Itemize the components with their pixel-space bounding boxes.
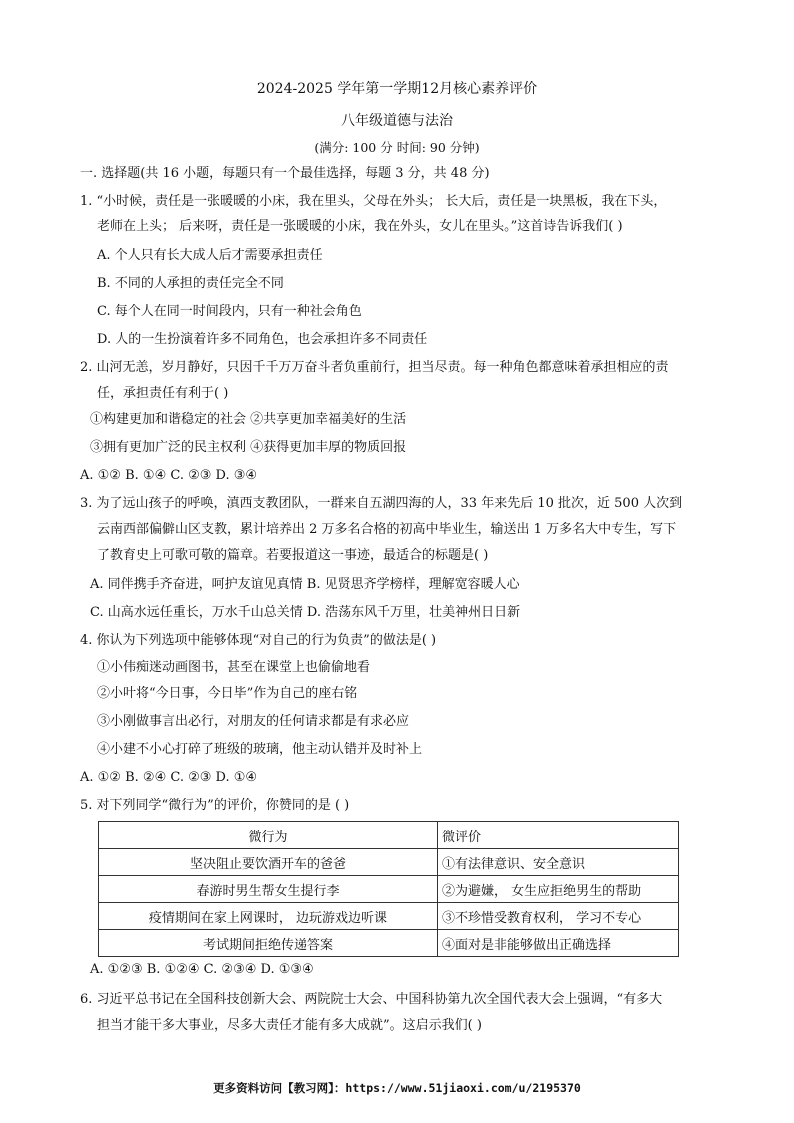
q3-stem-line3: 了教育史上可歌可敬的篇章。若要报道这一事迹，最适合的标题是( ) xyxy=(97,548,489,563)
table-header-cell: 微行为 xyxy=(99,822,438,849)
q1-option-c: C. 每个人在同一时间段内，只有一种社会角色 xyxy=(97,304,362,319)
q6-stem-line1: 6. 习近平总书记在全国科技创新大会、两院院士大会、中国科协第九次全国代表大会上强调，“有多大 xyxy=(80,992,663,1007)
exam-subject: 八年级道德与法治 xyxy=(341,113,453,129)
table-cell: 春游时男生帮女生提行李 xyxy=(99,876,438,903)
q4-item2: ②小叶将“今日事，今日毕”作为自己的座右铭 xyxy=(97,686,358,701)
q1-option-b: B. 不同的人承担的责任完全不同 xyxy=(97,276,284,291)
q3-options-cd: C. 山高水远任重长，万水千山总关情 D. 浩荡东风千万里，壮美神州日日新 xyxy=(90,605,521,620)
q3-stem-line1: 3. 为了远山孩子的呼唤，滇西支教团队，一群来自五湖四海的人，33 年来先后 10 批次，近 500 人次到 xyxy=(80,496,683,511)
table-cell: ④面对是非能够做出正确选择 xyxy=(438,930,679,957)
q5-table xyxy=(98,821,679,957)
q1-option-d: D. 人的一生扮演着许多不同角色，也会承担许多不同责任 xyxy=(97,332,428,347)
q3-stem-line2: 云南西部偏僻山区支教，累计培养出 2 万多名合格的初高中毕业生，输送出 1 万多名大中专生，写下 xyxy=(97,522,677,537)
q3-options-ab: A. 同伴携手齐奋进，呵护友谊见真情 B. 见贤思齐学榜样，理解宽容暖人心 xyxy=(90,577,520,592)
table-row xyxy=(99,849,679,876)
q4-item4: ④小建不小心打碎了班级的玻璃，他主动认错并及时补上 xyxy=(97,742,423,757)
exam-title: 2024-2025 学年第一学期12月核心素养评价 xyxy=(256,81,538,97)
table-cell: 坚决阻止要饮酒开车的爸爸 xyxy=(99,849,438,876)
exam-info: (满分: 100 分 时间: 90 分钟) xyxy=(314,140,480,155)
footer-link[interactable]: 更多资料访问【教习网】：https://www.51jiaoxi.com/u/2195370 xyxy=(213,1081,581,1095)
table-row xyxy=(99,930,679,957)
q2-items-row1: ①构建更加和谐稳定的社会 ②共享更加幸福美好的生活 xyxy=(90,412,407,427)
table-cell: 考试期间拒绝传递答案 xyxy=(99,930,438,957)
q4-item3: ③小刚做事言出必行，对朋友的任何请求都是有求必应 xyxy=(97,714,410,729)
q1-option-a: A. 个人只有长大成人后才需要承担责任 xyxy=(97,248,323,263)
table-header-cell: 微评价 xyxy=(438,822,679,849)
table-row xyxy=(99,903,679,930)
table-cell: ②为避嫌， 女生应拒绝男生的帮助 xyxy=(438,876,679,903)
q4-item1: ①小伟痴迷动画图书，甚至在课堂上也偷偷地看 xyxy=(97,660,371,675)
q2-stem-line1: 2. 山河无恙，岁月静好，只因千千万万奋斗者负重前行，担当尽责。每一种角色都意味着承担相应的责 xyxy=(80,360,669,375)
q4-options: A. ①② B. ②④ C. ②③ D. ①④ xyxy=(80,770,258,785)
q1-stem-line2: 老师在上头； 后来呀，责任是一张暖暖的小床，我在外头，女儿在里头。”这首诗告诉我们( ) xyxy=(97,219,623,234)
q2-stem-line2: 任，承担责任有利于( ) xyxy=(97,386,229,401)
section-heading: 一. 选择题(共 16 小题，每题只有一个最佳选择，每题 3 分，共 48 分) xyxy=(80,166,490,181)
table-cell: ③不珍惜受教育权利， 学习不专心 xyxy=(438,903,679,930)
table-header-row xyxy=(99,822,679,849)
table-row xyxy=(99,876,679,903)
q5-options: A. ①②③ B. ①②④ C. ②③④ D. ①③④ xyxy=(90,962,314,977)
table-cell: 疫情期间在家上网课时， 边玩游戏边听课 xyxy=(99,903,438,930)
q5-stem: 5. 对下列同学“微行为”的评价，你赞同的是 ( ) xyxy=(80,798,350,813)
q2-items-row2: ③拥有更加广泛的民主权利 ④获得更加丰厚的物质回报 xyxy=(90,440,407,455)
q2-options: A. ①② B. ①④ C. ②③ D. ③④ xyxy=(80,468,258,483)
q4-stem: 4. 你认为下列选项中能够体现“对自己的行为负责”的做法是( ) xyxy=(80,633,437,648)
q1-stem-line1: 1. “小时候，责任是一张暖暖的小床，我在里头，父母在外头； 长大后，责任是一块黑板，我在下头， xyxy=(80,194,667,209)
table-cell: ①有法律意识、安全意识 xyxy=(438,849,679,876)
q6-stem-line2: 担当才能干多大事业，尽多大责任才能有多大成就”。这启示我们( ) xyxy=(97,1018,482,1033)
